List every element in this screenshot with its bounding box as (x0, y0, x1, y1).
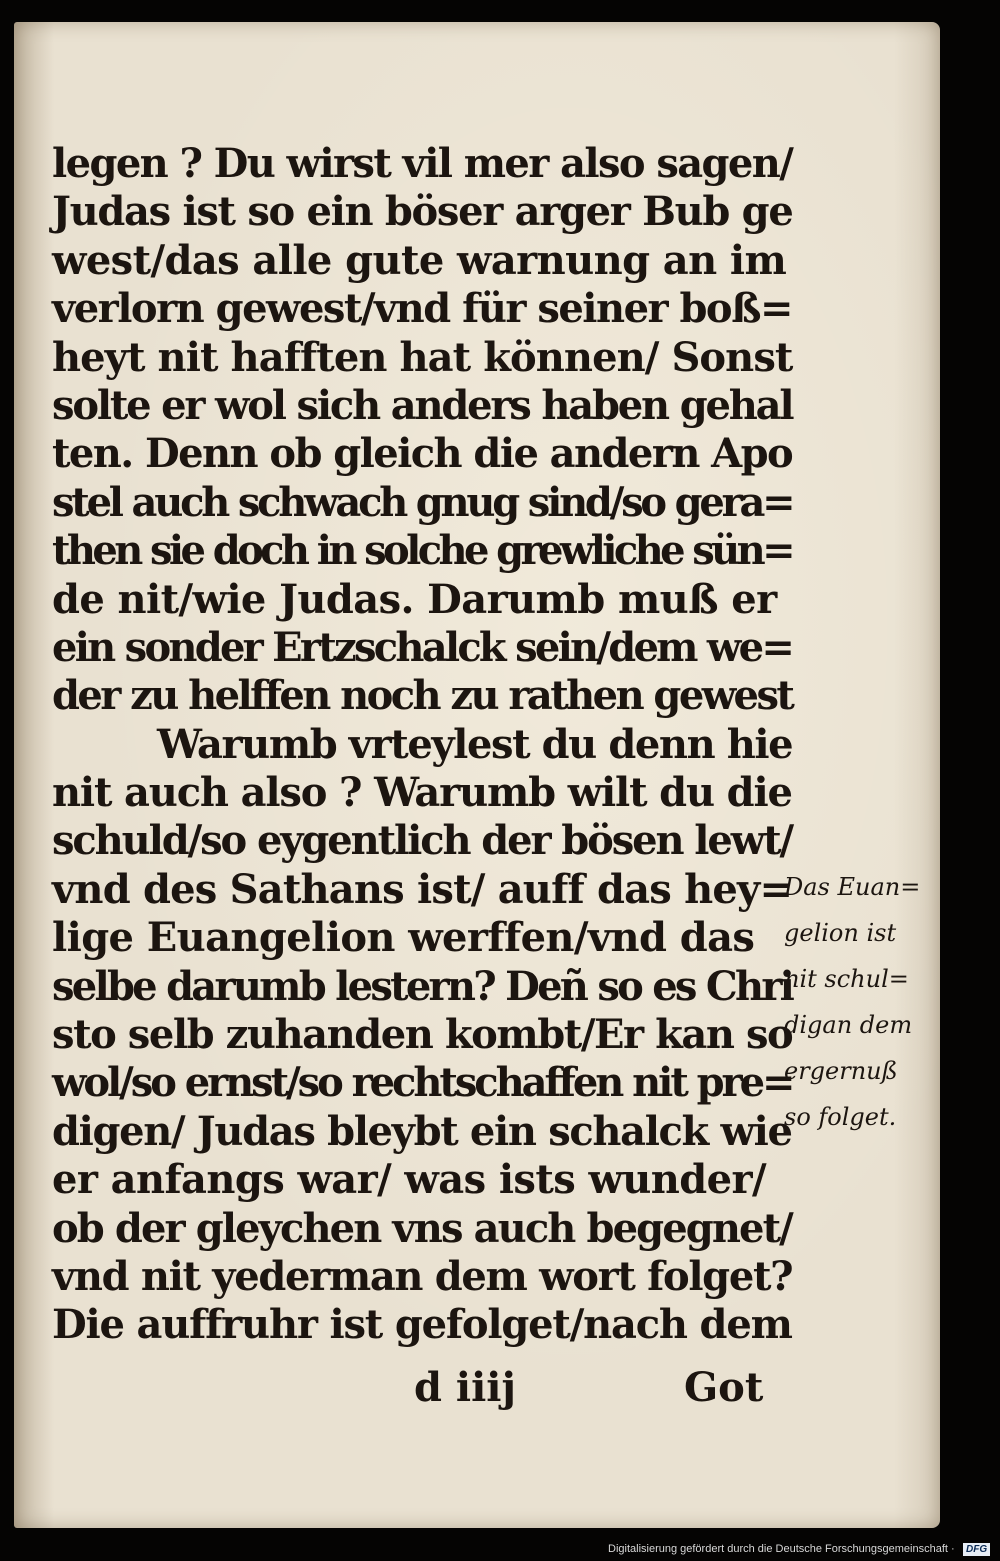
text-line: schuld/so eygentlich der bösen lewt/ (52, 817, 792, 865)
marginal-note-line: so folget. (784, 1103, 897, 1131)
text-line: er anfangs war/ was ists wunder/ (52, 1156, 766, 1204)
text-line: ein sonder Ertzschalck sein/dem we= (52, 623, 793, 671)
text-line: verlorn gewest/vnd für seiner boß= (52, 285, 792, 333)
marginal-note-line: nit schul= (784, 965, 909, 993)
text-line: ten. Denn ob gleich die andern Apo (52, 430, 793, 478)
text-line: solte er wol sich anders haben gehal (52, 381, 793, 429)
catchline (52, 1364, 782, 1410)
signature-mark: d iiij (414, 1364, 516, 1411)
text-line: ob der gleychen vns auch begegnet/ (52, 1204, 792, 1252)
text-line: der zu helffen noch zu rathen gewest (52, 672, 793, 720)
marginal-note (784, 864, 934, 1140)
marginal-note-line: Das Euan= (784, 873, 921, 901)
text-line: de nit/wie Judas. Darumb muß er (52, 575, 777, 623)
text-line: sto selb zuhanden kombt/Er kan so (52, 1011, 793, 1059)
text-line: Judas ist so ein böser arger Bub ge (52, 188, 793, 236)
book-page (14, 22, 940, 1528)
text-line: nit auch also ? Warumb wilt du die (52, 769, 792, 817)
text-line: Die auffruhr ist gefolget/nach dem (52, 1301, 792, 1349)
text-line: vnd des Sathans ist/ auff das hey= (52, 865, 793, 913)
text-line: lige Euangelion werffen/vnd das (52, 914, 755, 962)
paragraph-start-line: Warumb vrteylest du denn hie (157, 720, 793, 768)
text-line: digen/ Judas bleybt ein schalck wie (52, 1107, 792, 1155)
funding-credit: Digitalisierung gefördert durch die Deutsche Forschungsgemeinschaft · (608, 1543, 955, 1555)
text-line: then sie doch in solche grewliche sün= (52, 527, 793, 575)
marginal-note-line: digan dem (784, 1011, 913, 1039)
text-line: vnd nit yederman dem wort folget? (52, 1252, 793, 1300)
body-text (52, 140, 792, 1350)
text-line: wol/so ernst/so rechtschaffen nit pre= (52, 1059, 793, 1107)
marginal-note-line: gelion ist (784, 919, 897, 947)
text-line: selbe darumb lestern? Deñ so es Chri (52, 962, 793, 1010)
dfg-logo: DFG (963, 1543, 990, 1556)
text-line: legen ? Du wirst vil mer also sagen/ (52, 140, 793, 187)
text-line: west/das alle gute warnung an im (52, 236, 787, 284)
catchword: Got (684, 1364, 764, 1411)
text-line: heyt nit hafften hat können/ Sonst (52, 333, 793, 381)
marginal-note-line: ergernuß (784, 1057, 898, 1085)
text-line: stel auch schwach gnug sind/so gera= (52, 478, 793, 526)
